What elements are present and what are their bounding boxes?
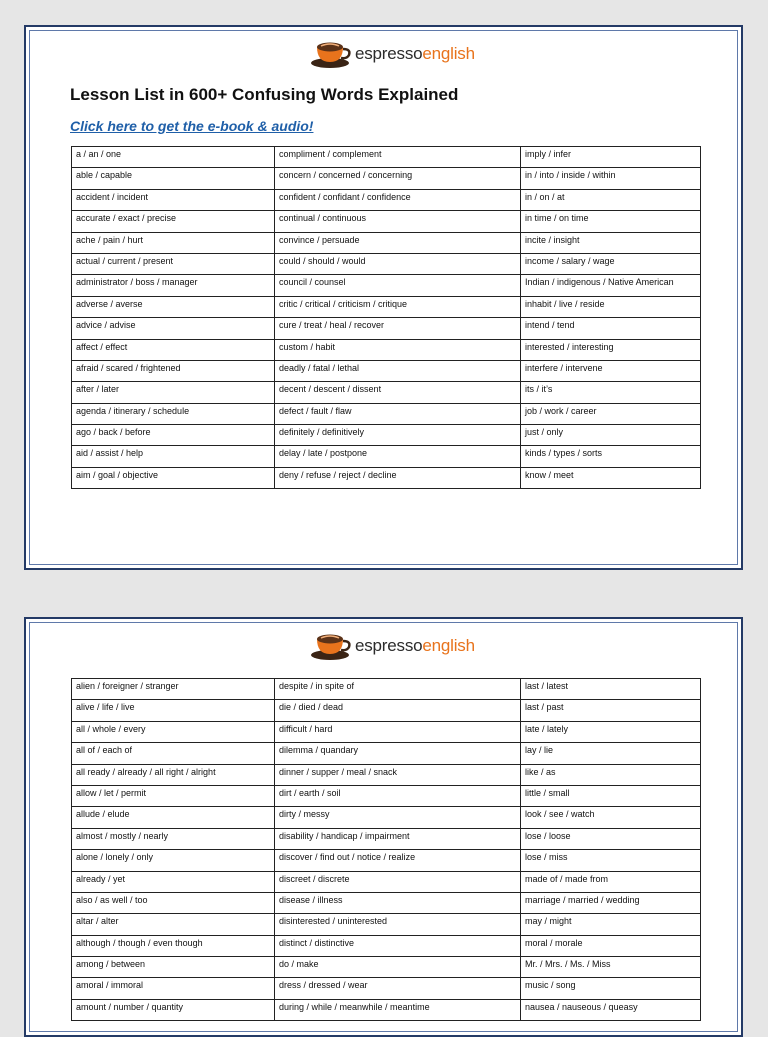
table-cell: deadly / fatal / lethal xyxy=(275,360,521,381)
table-row xyxy=(72,764,701,785)
table-row xyxy=(72,168,701,189)
table-cell: disinterested / uninterested xyxy=(275,914,521,935)
table-cell: in / on / at xyxy=(521,189,701,210)
table-cell: distinct / distinctive xyxy=(275,935,521,956)
table-cell: despite / in spite of xyxy=(275,679,521,700)
table-cell: made of / made from xyxy=(521,871,701,892)
table-cell: dilemma / quandary xyxy=(275,743,521,764)
table-cell: a / an / one xyxy=(72,147,275,168)
table-cell: all of / each of xyxy=(72,743,275,764)
table-row xyxy=(72,892,701,913)
coffee-cup-icon xyxy=(310,38,352,70)
table-cell: dirt / earth / soil xyxy=(275,785,521,806)
table-cell: accident / incident xyxy=(72,189,275,210)
table-cell: convince / persuade xyxy=(275,232,521,253)
table-cell: could / should / would xyxy=(275,253,521,274)
table-row xyxy=(72,679,701,700)
table-cell: alien / foreigner / stranger xyxy=(72,679,275,700)
table-cell: continual / continuous xyxy=(275,211,521,232)
table-cell: job / work / career xyxy=(521,403,701,424)
table-cell: just / only xyxy=(521,425,701,446)
table-cell: in / into / inside / within xyxy=(521,168,701,189)
table-cell: incite / insight xyxy=(521,232,701,253)
document-page-2 xyxy=(24,617,743,1037)
table-cell: allude / elude xyxy=(72,807,275,828)
table-cell: amount / number / quantity xyxy=(72,999,275,1020)
table-cell: definitely / definitively xyxy=(275,425,521,446)
table-cell: already / yet xyxy=(72,871,275,892)
table-cell: in time / on time xyxy=(521,211,701,232)
table-cell: disease / illness xyxy=(275,892,521,913)
table-cell: kinds / types / sorts xyxy=(521,446,701,467)
table-cell: alive / life / live xyxy=(72,700,275,721)
brand-name xyxy=(355,44,475,64)
table-cell: delay / late / postpone xyxy=(275,446,521,467)
table-row xyxy=(72,446,701,467)
table-row xyxy=(72,871,701,892)
table-cell: adverse / averse xyxy=(72,296,275,317)
table-cell: accurate / exact / precise xyxy=(72,211,275,232)
table-cell: defect / fault / flaw xyxy=(275,403,521,424)
table-cell: allow / let / permit xyxy=(72,785,275,806)
table-cell: compliment / complement xyxy=(275,147,521,168)
brand-name-part1: espresso xyxy=(355,636,423,655)
table-cell: music / song xyxy=(521,978,701,999)
table-cell: look / see / watch xyxy=(521,807,701,828)
table-cell: lose / miss xyxy=(521,850,701,871)
table-row xyxy=(72,232,701,253)
table-row xyxy=(72,999,701,1020)
table-cell: lose / loose xyxy=(521,828,701,849)
table-cell: able / capable xyxy=(72,168,275,189)
brand-name-part2: english xyxy=(422,44,475,63)
table-cell: intend / tend xyxy=(521,318,701,339)
table-cell: die / died / dead xyxy=(275,700,521,721)
table-cell: last / latest xyxy=(521,679,701,700)
table-cell: know / meet xyxy=(521,467,701,488)
table-cell: dinner / supper / meal / snack xyxy=(275,764,521,785)
brand-logo xyxy=(310,629,475,663)
table-row xyxy=(72,957,701,978)
document-page-1 xyxy=(24,25,743,570)
table-cell: dress / dressed / wear xyxy=(275,978,521,999)
table-cell: amoral / immoral xyxy=(72,978,275,999)
table-cell: afraid / scared / frightened xyxy=(72,360,275,381)
table-cell: aim / goal / objective xyxy=(72,467,275,488)
table-row xyxy=(72,147,701,168)
table-row xyxy=(72,721,701,742)
table-cell: difficult / hard xyxy=(275,721,521,742)
table-cell: almost / mostly / nearly xyxy=(72,828,275,849)
brand-name-part1: espresso xyxy=(355,44,423,63)
table-row xyxy=(72,914,701,935)
table-row xyxy=(72,339,701,360)
table-row xyxy=(72,360,701,381)
table-cell: alone / lonely / only xyxy=(72,850,275,871)
table-cell: among / between xyxy=(72,957,275,978)
table-row xyxy=(72,211,701,232)
table-cell: also / as well / too xyxy=(72,892,275,913)
table-row xyxy=(72,978,701,999)
table-cell: confident / confidant / confidence xyxy=(275,189,521,210)
table-cell: after / later xyxy=(72,382,275,403)
table-cell: like / as xyxy=(521,764,701,785)
table-row xyxy=(72,403,701,424)
table-cell: income / salary / wage xyxy=(521,253,701,274)
table-cell: advice / advise xyxy=(72,318,275,339)
table-cell: although / though / even though xyxy=(72,935,275,956)
table-cell: last / past xyxy=(521,700,701,721)
table-cell: discover / find out / notice / realize xyxy=(275,850,521,871)
table-cell: late / lately xyxy=(521,721,701,742)
table-cell: inhabit / live / reside xyxy=(521,296,701,317)
table-row xyxy=(72,296,701,317)
coffee-cup-icon xyxy=(310,630,352,662)
table-row xyxy=(72,189,701,210)
table-cell: moral / morale xyxy=(521,935,701,956)
table-cell: may / might xyxy=(521,914,701,935)
lesson-table-body xyxy=(72,679,701,1021)
table-cell: affect / effect xyxy=(72,339,275,360)
table-cell: little / small xyxy=(521,785,701,806)
table-cell: aid / assist / help xyxy=(72,446,275,467)
table-row xyxy=(72,253,701,274)
table-cell: deny / refuse / reject / decline xyxy=(275,467,521,488)
table-cell: cure / treat / heal / recover xyxy=(275,318,521,339)
table-cell: its / it’s xyxy=(521,382,701,403)
brand-name xyxy=(355,636,475,656)
table-cell: disability / handicap / impairment xyxy=(275,828,521,849)
table-cell: custom / habit xyxy=(275,339,521,360)
table-cell: nausea / nauseous / queasy xyxy=(521,999,701,1020)
table-row xyxy=(72,700,701,721)
table-cell: imply / infer xyxy=(521,147,701,168)
table-cell: council / counsel xyxy=(275,275,521,296)
ebook-audio-link[interactable]: Click here to get the e-book & audio! xyxy=(70,118,314,134)
table-row xyxy=(72,785,701,806)
table-row xyxy=(72,467,701,488)
table-cell: Mr. / Mrs. / Ms. / Miss xyxy=(521,957,701,978)
brand-name-part2: english xyxy=(422,636,475,655)
table-cell: during / while / meanwhile / meantime xyxy=(275,999,521,1020)
table-cell: interested / interesting xyxy=(521,339,701,360)
table-cell: dirty / messy xyxy=(275,807,521,828)
lesson-table xyxy=(71,678,701,1021)
table-cell: administrator / boss / manager xyxy=(72,275,275,296)
table-row xyxy=(72,828,701,849)
table-row xyxy=(72,935,701,956)
table-cell: Indian / indigenous / Native American xyxy=(521,275,701,296)
table-cell: all ready / already / all right / alright xyxy=(72,764,275,785)
table-cell: marriage / married / wedding xyxy=(521,892,701,913)
table-cell: discreet / discrete xyxy=(275,871,521,892)
table-cell: do / make xyxy=(275,957,521,978)
table-cell: all / whole / every xyxy=(72,721,275,742)
table-cell: altar / alter xyxy=(72,914,275,935)
table-cell: agenda / itinerary / schedule xyxy=(72,403,275,424)
brand-logo xyxy=(310,37,475,71)
table-cell: critic / critical / criticism / critique xyxy=(275,296,521,317)
table-row xyxy=(72,382,701,403)
table-cell: lay / lie xyxy=(521,743,701,764)
table-cell: interfere / intervene xyxy=(521,360,701,381)
page-title: Lesson List in 600+ Confusing Words Explained xyxy=(70,85,459,104)
table-row xyxy=(72,807,701,828)
lesson-table xyxy=(71,146,701,489)
table-cell: ago / back / before xyxy=(72,425,275,446)
table-cell: concern / concerned / concerning xyxy=(275,168,521,189)
table-cell: ache / pain / hurt xyxy=(72,232,275,253)
lesson-table-body xyxy=(72,147,701,489)
table-row xyxy=(72,275,701,296)
table-row xyxy=(72,743,701,764)
table-row xyxy=(72,318,701,339)
table-cell: decent / descent / dissent xyxy=(275,382,521,403)
table-row xyxy=(72,850,701,871)
table-row xyxy=(72,425,701,446)
table-cell: actual / current / present xyxy=(72,253,275,274)
